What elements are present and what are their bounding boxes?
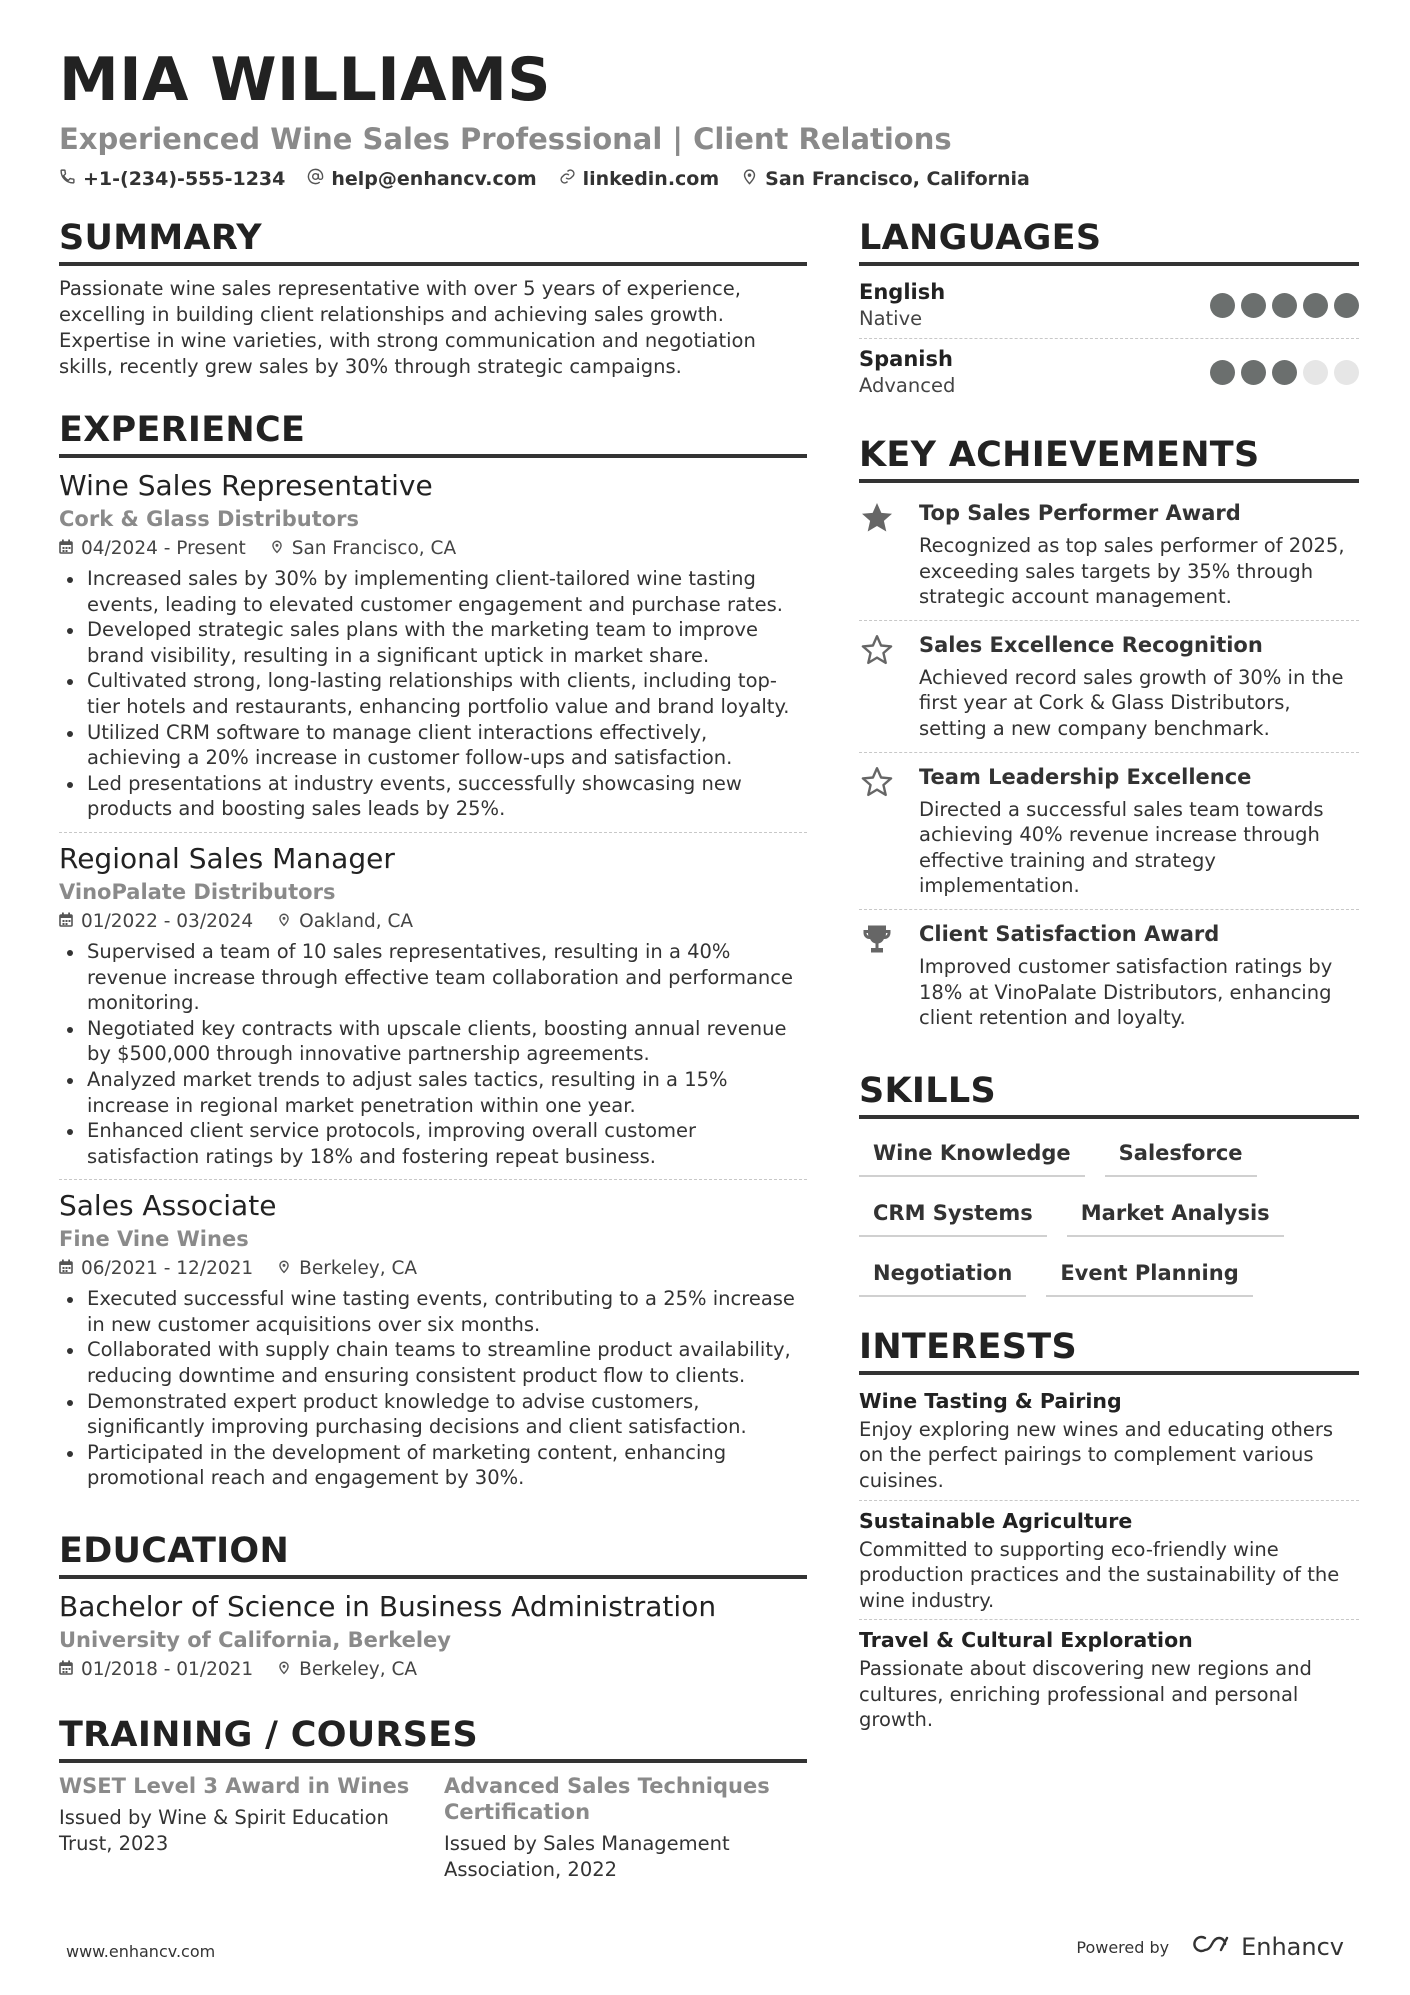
interest-item bbox=[859, 1500, 1359, 1620]
training-title: TRAINING / COURSES bbox=[59, 1713, 807, 1763]
candidate-name: MIA WILLIAMS bbox=[59, 45, 552, 115]
job-title: Wine Sales Representative bbox=[59, 469, 433, 502]
summary-section bbox=[59, 216, 807, 380]
training-grid bbox=[59, 1773, 807, 1883]
job-location-text: Berkeley, CA bbox=[299, 1258, 418, 1280]
enhancv-brand-text: Enhancv bbox=[1241, 1933, 1344, 1961]
achievements-title: KEY ACHIEVEMENTS bbox=[859, 433, 1359, 483]
left-column bbox=[59, 216, 807, 1911]
job-company: VinoPalate Distributors bbox=[59, 879, 336, 904]
job-dates-text: 01/2022 - 03/2024 bbox=[81, 910, 254, 932]
location-text: San Francisco, California bbox=[765, 168, 1030, 190]
achievement-title: Team Leadership Excellence bbox=[919, 764, 1252, 789]
interest-desc: Committed to supporting eco-friendly wine production practices and the sustainability of the wine industry. bbox=[859, 1537, 1340, 1612]
interest-desc: Enjoy exploring new wines and educating others on the perfect pairings to complement various cuisines. bbox=[859, 1417, 1334, 1492]
training-item-title: Advanced Sales Techniques Certification bbox=[444, 1774, 770, 1825]
job-location bbox=[277, 1254, 417, 1284]
right-column bbox=[859, 216, 1359, 1767]
phone-text: +1-(234)-555-1234 bbox=[83, 168, 286, 190]
job-bullet: Participated in the development of marketing content, enhancing promotional reach and engagement by 30%. bbox=[59, 1440, 807, 1491]
education-location-text: Berkeley, CA bbox=[299, 1659, 418, 1681]
language-item bbox=[859, 338, 1359, 405]
rating-dot-empty bbox=[1303, 360, 1328, 385]
job-bullet: Executed successful wine tasting events, contributing to a 25% increase in new customer acquisitions over six months. bbox=[59, 1286, 807, 1337]
experience-section bbox=[59, 408, 807, 1501]
at-icon bbox=[307, 168, 324, 190]
training-section bbox=[59, 1713, 807, 1883]
rating-dot-empty bbox=[1334, 360, 1359, 385]
location-pin-icon bbox=[277, 1254, 291, 1284]
job-entry bbox=[59, 1179, 807, 1501]
location-pin-icon bbox=[277, 1655, 291, 1685]
skill-tag: CRM Systems bbox=[859, 1195, 1047, 1237]
job-location bbox=[270, 534, 456, 564]
training-item-desc: Issued by Wine & Spirit Education Trust, 2023 bbox=[59, 1806, 389, 1856]
interest-title: Wine Tasting & Pairing bbox=[859, 1388, 1122, 1413]
interests-title: INTERESTS bbox=[859, 1325, 1359, 1375]
calendar-icon bbox=[59, 1655, 73, 1685]
job-meta bbox=[59, 907, 807, 937]
skill-tag: Wine Knowledge bbox=[859, 1135, 1085, 1177]
rating-dot-filled bbox=[1272, 293, 1297, 318]
job-entry bbox=[59, 468, 807, 832]
education-dates bbox=[59, 1655, 253, 1685]
language-name: Spanish bbox=[859, 347, 953, 371]
job-company: Fine Vine Wines bbox=[59, 1227, 249, 1252]
job-dates bbox=[59, 907, 253, 937]
job-entry bbox=[59, 832, 807, 1179]
email-text: help@enhancv.com bbox=[331, 168, 537, 190]
summary-title: SUMMARY bbox=[59, 216, 807, 266]
rating-dot-filled bbox=[1241, 293, 1266, 318]
star-outline-icon bbox=[859, 763, 903, 899]
achievement-desc: Recognized as top sales performer of 2025, exceeding sales targets by 35% through strategic account management. bbox=[919, 534, 1345, 609]
star-filled-icon bbox=[859, 499, 903, 610]
education-location bbox=[277, 1655, 417, 1685]
interest-title: Travel & Cultural Exploration bbox=[859, 1628, 1193, 1653]
job-bullet: Collaborated with supply chain teams to streamline product availability, reducing downtime and ensuring consistent product flow to clients. bbox=[59, 1337, 807, 1388]
education-title: EDUCATION bbox=[59, 1529, 807, 1579]
education-school: University of California, Berkeley bbox=[59, 1628, 451, 1653]
education-meta bbox=[59, 1655, 807, 1685]
candidate-headline: Experienced Wine Sales Professional | Client Relations bbox=[59, 122, 952, 156]
education-degree: Bachelor of Science in Business Administration bbox=[59, 1590, 717, 1624]
job-bullet: Supervised a team of 10 sales representatives, resulting in a 40% revenue increase through effective team collaboration and performance monitoring. bbox=[59, 939, 807, 1016]
job-title: Sales Associate bbox=[59, 1189, 277, 1223]
contact-email[interactable] bbox=[307, 168, 536, 190]
skill-tag: Salesforce bbox=[1105, 1135, 1257, 1177]
job-title: Regional Sales Manager bbox=[59, 841, 395, 875]
trophy-icon bbox=[859, 920, 903, 1031]
training-item bbox=[444, 1773, 807, 1883]
rating-dot-filled bbox=[1334, 293, 1359, 318]
job-company: Cork & Glass Distributors bbox=[59, 507, 360, 531]
skills-list bbox=[859, 1129, 1359, 1297]
location-pin-icon bbox=[277, 907, 291, 937]
achievement-item bbox=[859, 493, 1359, 620]
skills-title: SKILLS bbox=[859, 1069, 1359, 1119]
location-pin-icon bbox=[270, 534, 284, 564]
skills-section bbox=[859, 1069, 1359, 1297]
job-bullet: Demonstrated expert product knowledge to advise customers, significantly improving purchasing decisions and client satisfaction. bbox=[59, 1389, 807, 1440]
rating-dot-filled bbox=[1210, 360, 1235, 385]
achievement-title: Sales Excellence Recognition bbox=[919, 632, 1263, 657]
job-bullet: Cultivated strong, long-lasting relationships with clients, including top-tier hotels and restaurants, enhancing portfolio value and brand loyalty. bbox=[59, 668, 807, 719]
achievement-desc: Achieved record sales growth of 30% in the first year at Cork & Glass Distributors, setting a new company benchmark. bbox=[919, 665, 1344, 740]
enhancv-logo[interactable] bbox=[1187, 1932, 1344, 1962]
footer-branding bbox=[1076, 1932, 1344, 1962]
job-bullet: Led presentations at industry events, successfully showcasing new products and boosting sales leads by 25%. bbox=[59, 771, 807, 822]
languages-title: LANGUAGES bbox=[859, 216, 1359, 266]
job-bullets bbox=[59, 939, 807, 1169]
job-dates bbox=[59, 534, 246, 564]
link-icon bbox=[559, 168, 576, 190]
footer-website[interactable]: www.enhancv.com bbox=[66, 1942, 216, 1961]
contact-location bbox=[741, 168, 1030, 190]
job-location-text: San Francisco, CA bbox=[291, 538, 457, 559]
rating-dot-filled bbox=[1241, 360, 1266, 385]
job-bullet: Utilized CRM software to manage client interactions effectively, achieving a 20% increase in customer follow-ups and satisfaction. bbox=[59, 720, 807, 771]
job-bullets bbox=[59, 566, 807, 822]
contact-linkedin[interactable] bbox=[559, 168, 720, 190]
job-bullet: Negotiated key contracts with upscale clients, boosting annual revenue by $500,000 through innovative partnership agreements. bbox=[59, 1016, 807, 1067]
language-item bbox=[859, 276, 1359, 338]
education-dates-text: 01/2018 - 01/2021 bbox=[81, 1659, 254, 1681]
linkedin-text: linkedin.com bbox=[582, 168, 720, 190]
achievement-desc: Directed a successful sales team towards achieving 40% revenue increase through effective training and strategy implementation. bbox=[919, 797, 1324, 898]
training-item-title: WSET Level 3 Award in Wines bbox=[59, 1774, 410, 1799]
job-bullet: Increased sales by 30% by implementing client-tailored wine tasting events, leading to elevated customer engagement and purchase rates. bbox=[59, 566, 807, 617]
skill-tag: Event Planning bbox=[1046, 1255, 1252, 1297]
job-bullets bbox=[59, 1286, 807, 1491]
calendar-icon bbox=[59, 1254, 73, 1284]
job-meta bbox=[59, 1254, 807, 1284]
contact-phone[interactable] bbox=[59, 168, 285, 190]
interest-item bbox=[859, 1619, 1359, 1739]
language-name: English bbox=[859, 280, 946, 304]
achievement-desc: Improved customer satisfaction ratings by 18% at VinoPalate Distributors, enhancing client retention and loyalty. bbox=[919, 954, 1333, 1030]
contact-row bbox=[59, 168, 1359, 190]
achievement-title: Client Satisfaction Award bbox=[919, 921, 1220, 946]
interest-desc: Passionate about discovering new regions and cultures, enriching professional and personal growth. bbox=[859, 1657, 1312, 1732]
interest-title: Sustainable Agriculture bbox=[859, 1508, 1133, 1533]
star-outline-icon bbox=[859, 631, 903, 742]
language-level: Advanced bbox=[859, 374, 956, 397]
achievements-section bbox=[859, 433, 1359, 1041]
skill-tag: Market Analysis bbox=[1067, 1195, 1284, 1237]
interest-item bbox=[859, 1385, 1359, 1500]
language-rating bbox=[1210, 360, 1359, 385]
resume-header bbox=[59, 44, 1359, 190]
job-dates-text: 06/2021 - 12/2021 bbox=[81, 1258, 254, 1280]
achievement-title: Top Sales Performer Award bbox=[919, 501, 1241, 525]
powered-by-text: Powered by bbox=[1076, 1937, 1170, 1957]
achievement-item bbox=[859, 620, 1359, 752]
phone-icon bbox=[59, 168, 76, 190]
interests-section bbox=[859, 1325, 1359, 1739]
language-rating bbox=[1210, 293, 1359, 318]
experience-title: EXPERIENCE bbox=[59, 408, 807, 458]
job-location bbox=[277, 907, 413, 937]
job-dates bbox=[59, 1254, 253, 1284]
education-section bbox=[59, 1529, 807, 1685]
job-bullet: Enhanced client service protocols, improving overall customer satisfaction ratings by 18% and fostering repeat business. bbox=[59, 1118, 807, 1169]
location-pin-icon bbox=[741, 168, 758, 190]
job-dates-text: 04/2024 - Present bbox=[81, 538, 246, 559]
training-item-desc: Issued by Sales Management Association, 2022 bbox=[444, 1832, 730, 1882]
languages-section bbox=[859, 216, 1359, 405]
job-bullet: Developed strategic sales plans with the marketing team to improve brand visibility, resulting in a significant uptick in market share. bbox=[59, 617, 807, 668]
language-level: Native bbox=[859, 307, 923, 330]
summary-text: Passionate wine sales representative with over 5 years of experience, excelling in building client relationships and achieving sales growth. Expertise in wine varieties, with strong communication and negotiation skills, recently grew sales by 30% through strategic campaigns. bbox=[59, 277, 756, 378]
achievement-item bbox=[859, 909, 1359, 1041]
rating-dot-filled bbox=[1210, 293, 1235, 318]
job-bullet: Analyzed market trends to adjust sales tactics, resulting in a 15% increase in regional market penetration within one year. bbox=[59, 1067, 807, 1118]
job-meta bbox=[59, 534, 807, 564]
training-item bbox=[59, 1773, 422, 1883]
achievement-item bbox=[859, 752, 1359, 909]
skill-tag: Negotiation bbox=[859, 1255, 1026, 1297]
job-location-text: Oakland, CA bbox=[299, 910, 414, 932]
rating-dot-filled bbox=[1272, 360, 1297, 385]
rating-dot-filled bbox=[1303, 293, 1328, 318]
calendar-icon bbox=[59, 907, 73, 937]
calendar-icon bbox=[59, 534, 73, 564]
enhancv-logo-icon bbox=[1187, 1932, 1233, 1962]
